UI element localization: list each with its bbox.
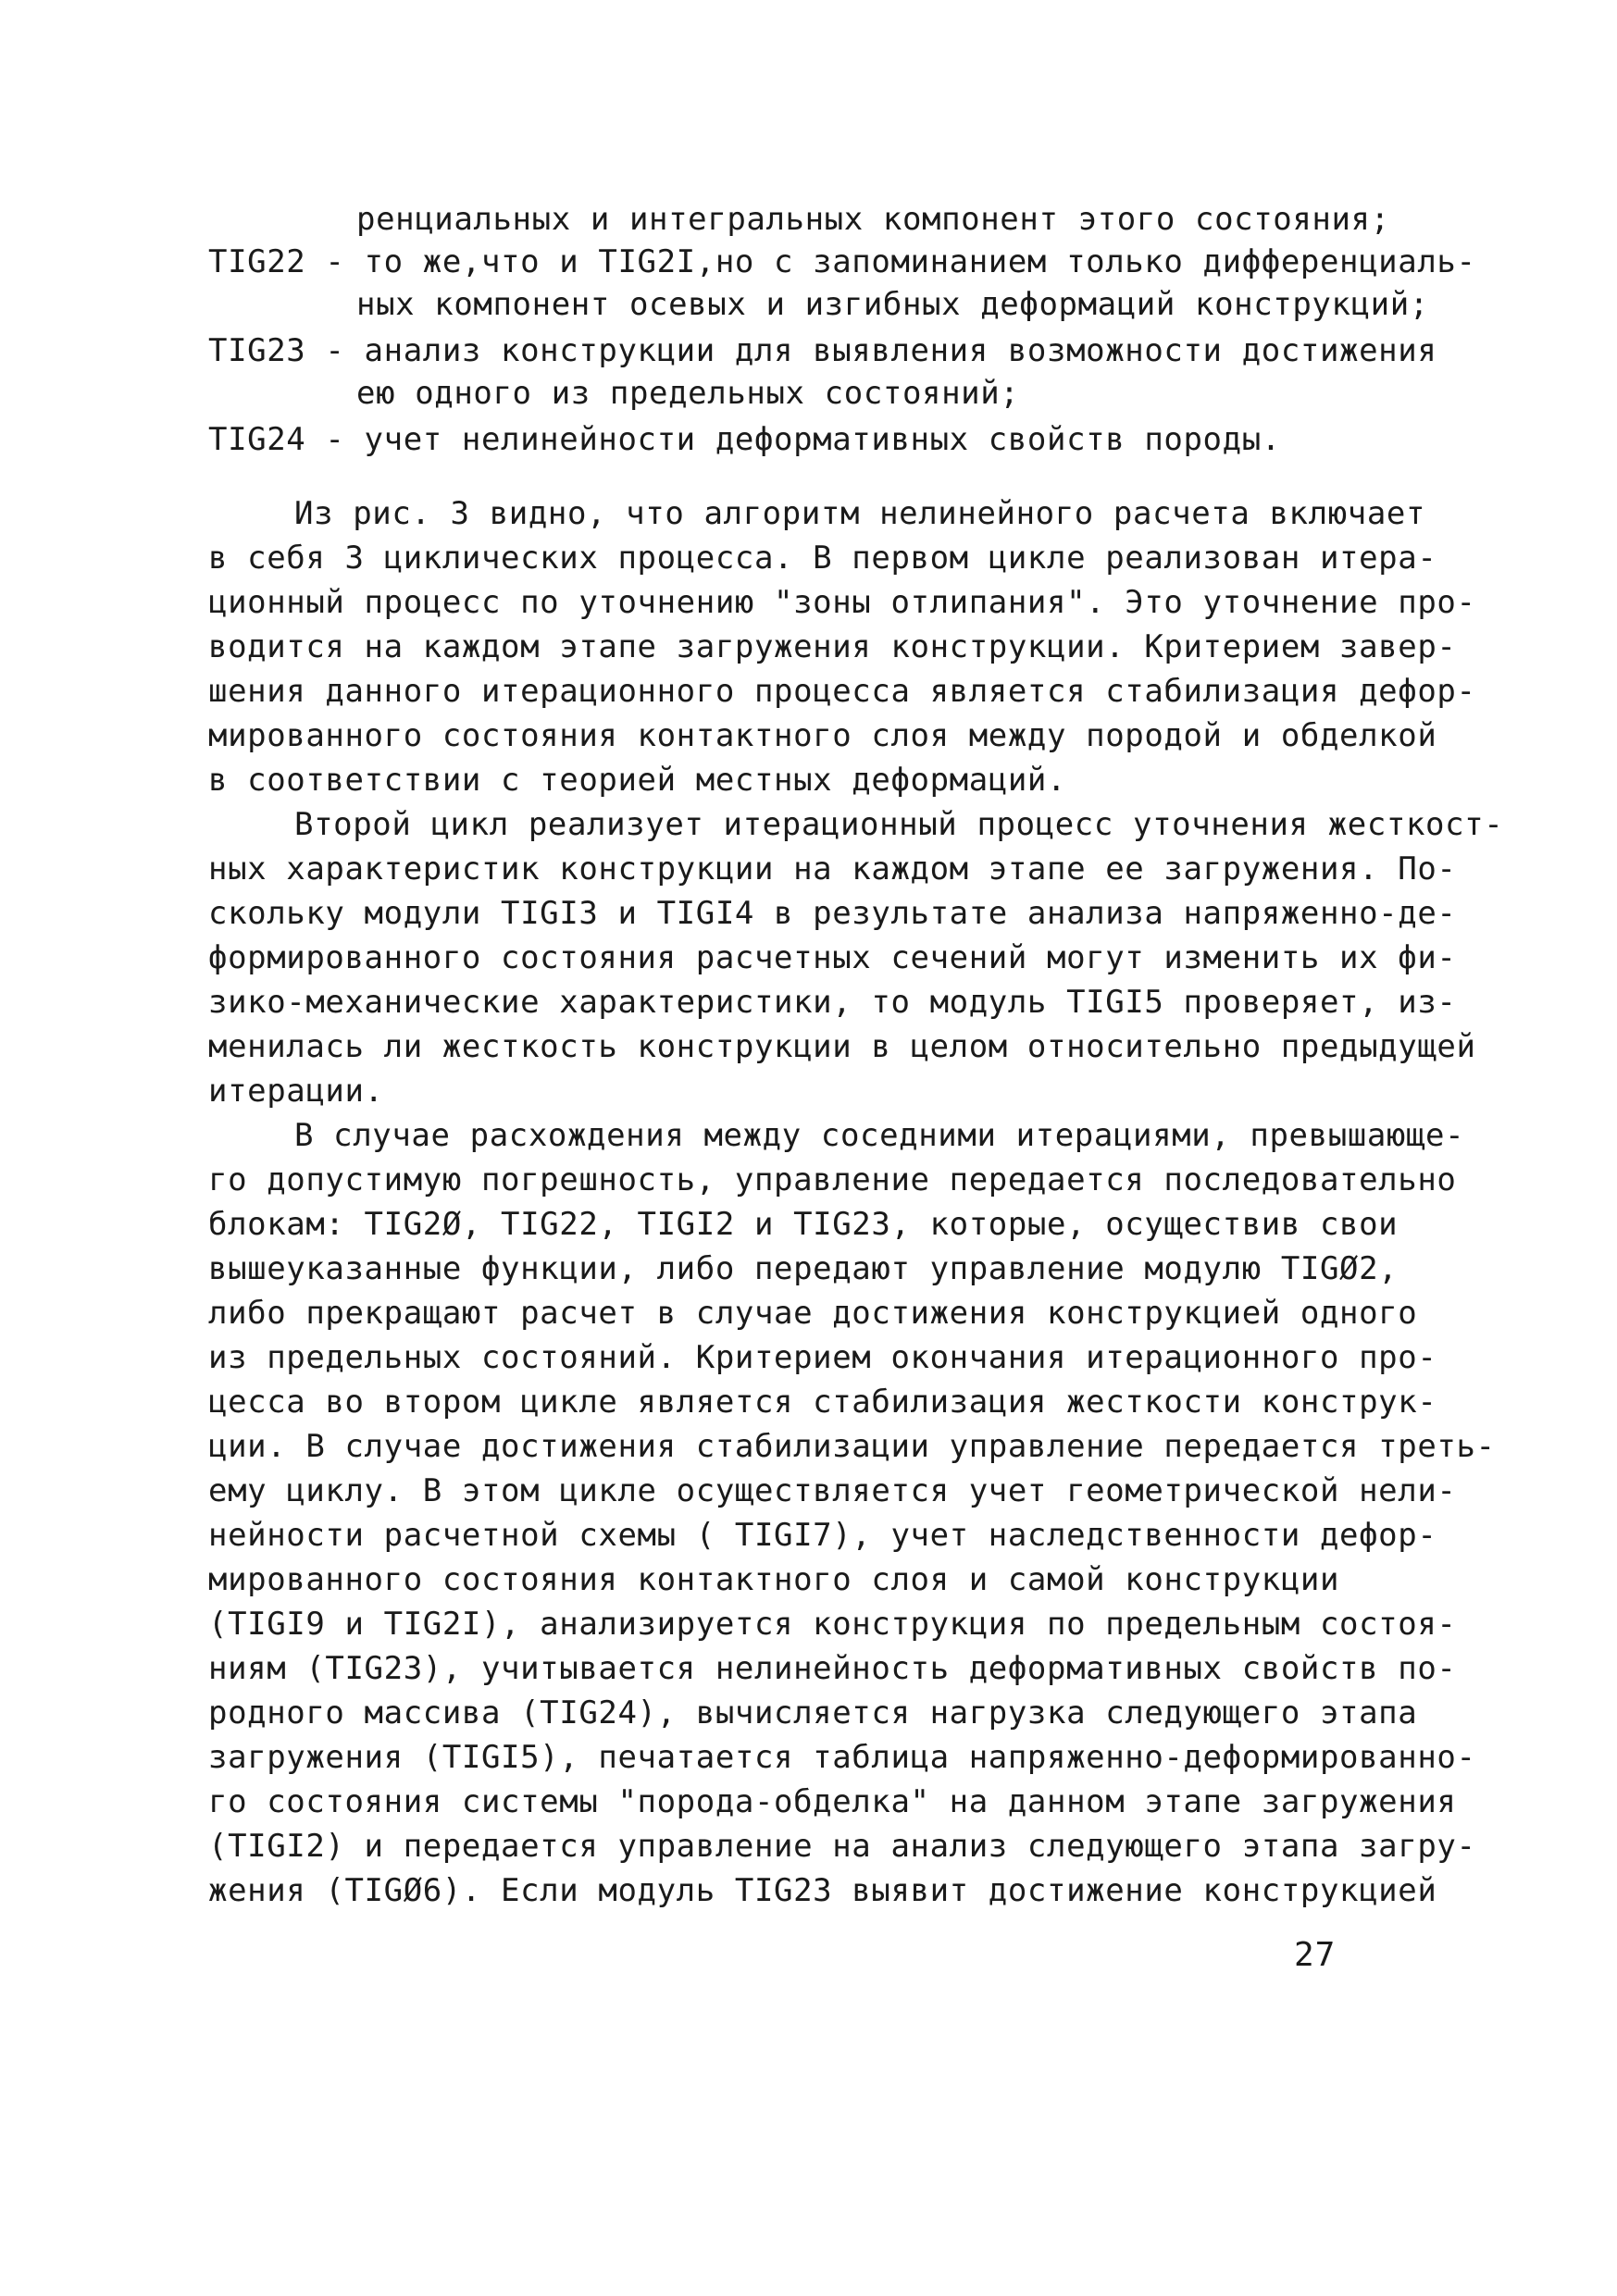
- paragraph-line: формированного состояния расчетных сечений могут изменить их фи-: [208, 939, 1457, 976]
- paragraph-line: ционный процесс по уточнению "зоны отлипания". Это уточнение про-: [208, 584, 1476, 621]
- paragraph-line: ных характеристик конструкции на каждом этапе ее загружения. По-: [208, 850, 1457, 887]
- paragraph-line: родного массива (TIG24), вычисляется нагрузка следующего этапа: [208, 1694, 1418, 1731]
- paragraph-line: из предельных состояний. Критерием окончания итерационного про-: [208, 1339, 1437, 1376]
- paragraph-line: В случае расхождения между соседними итерациями, превышающе-: [294, 1117, 1465, 1154]
- paragraph-line: скольку модули TIGI3 и TIGI4 в результате анализа напряженно-де-: [208, 895, 1457, 932]
- paragraph-line: итерации.: [208, 1073, 384, 1110]
- definition-tig23-line: TIG23 - анализ конструкции для выявления возможности достижения: [208, 332, 1437, 369]
- paragraph-line: загружения (TIGI5), печатается таблица напряженно-деформированно-: [208, 1739, 1476, 1776]
- paragraph-line: в себя 3 циклических процесса. В первом цикле реализован итера-: [208, 540, 1437, 577]
- paragraph-line: го состояния системы "порода-обделка" на данном этапе загружения: [208, 1783, 1457, 1820]
- paragraph-line: мированного состояния контактного слоя и самой конструкции: [208, 1561, 1340, 1598]
- paragraph-line: Второй цикл реализует итерационный процесс уточнения жесткост-: [294, 806, 1504, 843]
- paragraph-line: цесса во втором цикле является стабилизация жесткости конструк-: [208, 1384, 1437, 1421]
- paragraph-line: ниям (TIG23), учитывается нелинейность деформативных свойств по-: [208, 1650, 1457, 1687]
- definition-continuation-line: ренциальных и интегральных компонент этого состояния;: [356, 201, 1390, 238]
- paragraph-line: жения (TIGØ6). Если модуль TIG23 выявит достижение конструкцией: [208, 1872, 1437, 1909]
- definition-continuation-line: ных компонент осевых и изгибных деформаций конструкций;: [356, 286, 1429, 323]
- paragraph-line: (TIGI9 и TIG2I), анализируется конструкция по предельным состоя-: [208, 1606, 1457, 1643]
- paragraph-line: блокам: TIG2Ø, TIG22, TIGI2 и TIG23, которые, осуществив свои: [208, 1206, 1399, 1243]
- paragraph-line: либо прекращают расчет в случае достижения конструкцией одного: [208, 1295, 1418, 1332]
- paragraph-line: ции. В случае достижения стабилизации управление передается треть-: [208, 1428, 1496, 1465]
- paragraph-line: ему циклу. В этом цикле осуществляется учет геометрической нели-: [208, 1472, 1457, 1509]
- paragraph-line: шения данного итерационного процесса является стабилизация дефор-: [208, 673, 1476, 710]
- definition-tig24-line: TIG24 - учет нелинейности деформативных свойств породы.: [208, 421, 1281, 458]
- paragraph-line: в соответствии с теорией местных деформаций.: [208, 762, 1067, 799]
- paragraph-line: мированного состояния контактного слоя между породой и обделкой: [208, 717, 1437, 754]
- paragraph-line: зико-механические характеристики, то модуль TIGI5 проверяет, из-: [208, 984, 1457, 1021]
- paragraph-line: Из рис. 3 видно, что алгоритм нелинейного расчета включает: [294, 495, 1426, 532]
- definition-continuation-line: ею одного из предельных состояний;: [356, 375, 1020, 412]
- page-number: 27: [1294, 1936, 1337, 1974]
- paragraph-line: вышеуказанные функции, либо передают управление модулю TIGØ2,: [208, 1250, 1399, 1287]
- paragraph-line: менилась ли жесткость конструкции в целом относительно предыдущей: [208, 1028, 1476, 1065]
- paragraph-line: водится на каждом этапе загружения конструкции. Критерием завер-: [208, 628, 1457, 665]
- definition-tig22-line: TIG22 - то же,что и TIG2I,но с запоминанием только дифференциаль-: [208, 243, 1476, 280]
- paragraph-line: (TIGI2) и передается управление на анализ следующего этапа загру-: [208, 1828, 1476, 1865]
- paragraph-line: нейности расчетной схемы ( TIGI7), учет наследственности дефор-: [208, 1517, 1437, 1554]
- paragraph-line: го допустимую погрешность, управление передается последовательно: [208, 1161, 1457, 1198]
